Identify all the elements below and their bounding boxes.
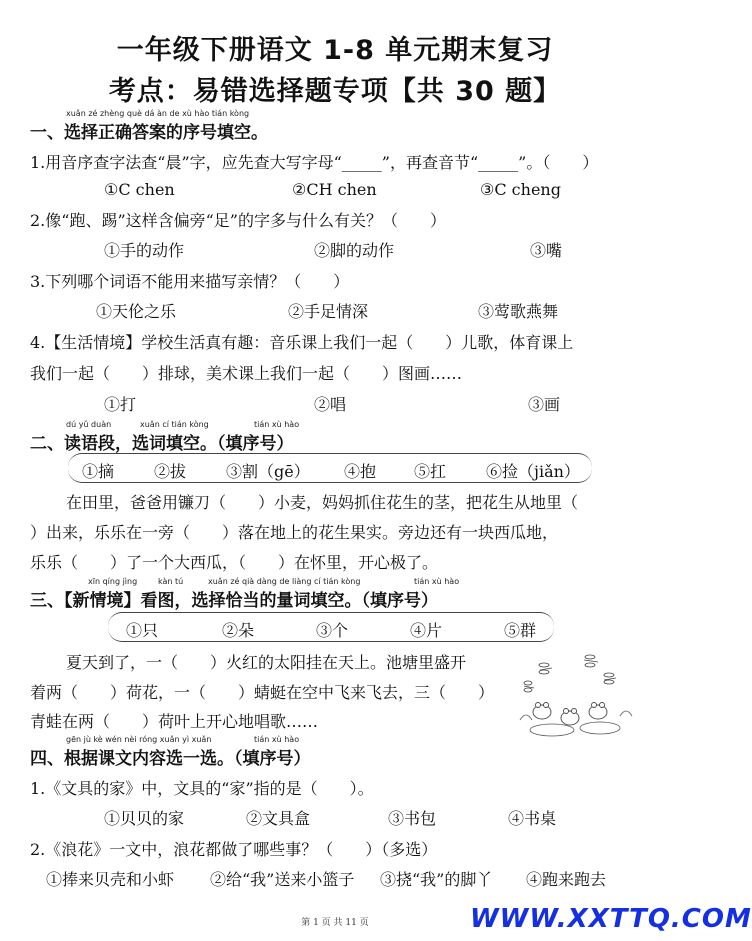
section3-pinyin: tián xù hào: [414, 577, 460, 586]
word-bank-item: ③割（gē）: [226, 462, 310, 481]
section2-pinyin: dú yǔ duàn: [66, 420, 112, 429]
section3-paragraph-line: 夏天到了，一（ ）火红的太阳挂在天上。池塘里盛开: [66, 653, 467, 672]
s4-q1-option: ②文具盒: [246, 809, 311, 828]
section2-pinyin: xuǎn cí tián kòng: [140, 420, 209, 429]
section4-heading: 四、根据课文内容选一选。（填序号）: [30, 749, 311, 769]
measure-word-item: ①只: [126, 621, 159, 640]
section2-paragraph-line: 在田里，爸爸用镰刀（ ）小麦，妈妈抓住花生的茎，把花生从地里（: [66, 493, 579, 512]
q1-option: ②CH chen: [292, 180, 377, 199]
page-title: 一年级下册语文 1-8 单元期末复习: [116, 35, 554, 66]
frog-icon: [533, 703, 607, 726]
section2-paragraph-line: 乐乐（ ）了一个大西瓜，（ ）在怀里，开心极了。: [30, 553, 439, 572]
q1-text: 1.用音序查字法查“晨”字，应先查大写字母“_____”，再查音节“_____”。（ ）: [30, 153, 599, 172]
section2-heading: 二、读语段，选词填空。（填序号）: [30, 434, 294, 454]
q2-option: ③嘴: [530, 241, 563, 260]
s4-q1-option: ③书包: [388, 809, 437, 828]
section3-pinyin: kàn tú: [158, 577, 184, 586]
q3-option: ①天伦之乐: [96, 302, 177, 321]
q4-option: ①打: [104, 395, 137, 414]
word-bank-item: ④抱: [344, 462, 377, 481]
section3-pinyin: xīn qíng jìng: [88, 577, 138, 586]
section1-heading: 一、选择正确答案的序号填空。: [30, 123, 268, 143]
page-footer: 第 1 页 共 11 页: [301, 918, 369, 928]
word-bank-item: ⑥捡（jiǎn）: [486, 462, 580, 481]
section4-pinyin: gēn jù kè wén nèi róng xuǎn yì xuǎn: [66, 735, 212, 744]
dragonfly-icon: [524, 655, 616, 692]
q3-option: ③莺歌燕舞: [478, 302, 559, 321]
q3-option: ②手足情深: [288, 302, 369, 321]
measure-word-item: ④片: [410, 621, 443, 640]
word-bank-item: ①摘: [82, 462, 115, 481]
s4-q1-option: ①贝贝的家: [104, 809, 185, 828]
q4-option: ③画: [528, 395, 561, 414]
q2-option: ①手的动作: [104, 241, 185, 260]
q3-text: 3.下列哪个词语不能用来描写亲情？（ ）: [30, 272, 350, 291]
s4-q1-text: 1.《文具的家》中，文具的“家”指的是（ ）。: [30, 779, 374, 798]
s4-q2-option: ③挠“我”的脚丫: [380, 870, 493, 889]
s4-q2-option: ②给“我”送来小篮子: [210, 870, 355, 889]
section3-pinyin: xuǎn zé qià dàng de liàng cí tián kòng: [208, 577, 361, 586]
watermark: WWW.XXTTQ.COM: [470, 904, 752, 934]
section2-pinyin: tián xù hào: [254, 420, 300, 429]
word-bank-item: ⑤扛: [414, 462, 447, 481]
section3-paragraph-line: 青蛙在两（ ）荷叶上开心地唱歌……: [30, 712, 319, 731]
q2-text: 2.像“跑、踢”这样含偏旁“足”的字多与什么有关？（ ）: [30, 211, 446, 230]
pond-illustration: [512, 650, 638, 742]
s4-q2-option: ①捧来贝壳和小虾: [46, 870, 175, 889]
q1-option: ①C chen: [104, 180, 175, 199]
word-bank-item: ②拔: [154, 462, 187, 481]
s4-q2-text: 2.《浪花》一文中，浪花都做了哪些事？（ ）（多选）: [30, 840, 438, 859]
section1-pinyin: xuǎn zé zhèng què dá àn de xù hào tián kòng: [66, 109, 250, 118]
s4-q2-option: ④跑来跑去: [526, 870, 607, 889]
q1-option: ③C cheng: [480, 180, 561, 199]
section2-paragraph-line: ）出来，乐乐在一旁（ ）落在地上的花生果实。旁边还有一块西瓜地，: [30, 523, 559, 542]
page-subtitle: 考点：易错选择题专项【共 30 题】: [108, 76, 562, 107]
measure-word-item: ②朵: [222, 621, 255, 640]
section4-pinyin: tián xù hào: [254, 735, 300, 744]
measure-word-item: ⑤群: [504, 621, 537, 640]
q4-option: ②唱: [314, 395, 347, 414]
measure-word-item: ③个: [316, 621, 349, 640]
s4-q1-option: ④书桌: [508, 809, 557, 828]
q4-line2: 我们一起（ ）排球，美术课上我们一起（ ）图画……: [30, 364, 463, 383]
section3-paragraph-line: 着两（ ）荷花，一（ ）蜻蜓在空中飞来飞去，三（ ）: [30, 683, 495, 702]
q4-line1: 4.【生活情境】学校生活真有趣：音乐课上我们一起（ ）儿歌，体育课上: [30, 333, 574, 352]
q2-option: ②脚的动作: [314, 241, 395, 260]
section3-heading: 三、【新情境】看图，选择恰当的量词填空。（填序号）: [30, 591, 438, 611]
